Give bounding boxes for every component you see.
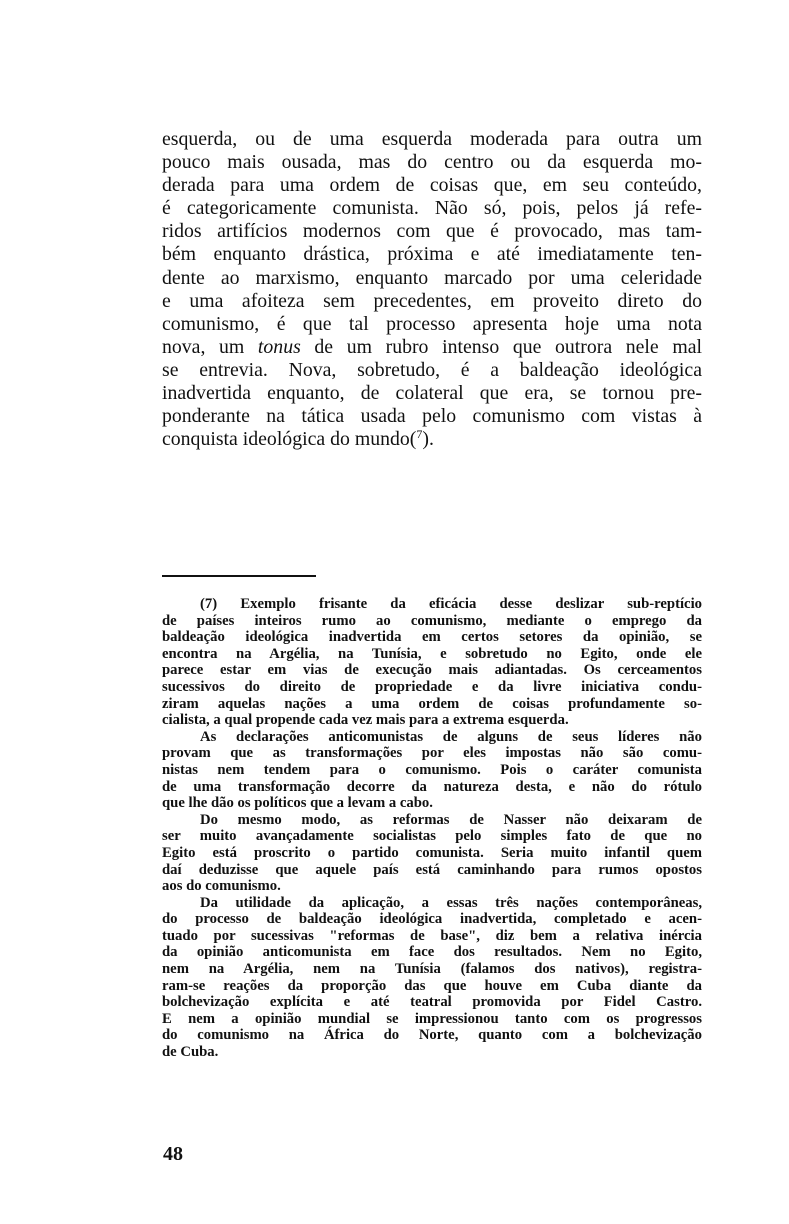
text-line: e uma afoiteza sem precedentes, em proveito direto do — [162, 289, 702, 312]
footnote-divider — [162, 575, 316, 577]
text-line: ridos artifícios modernos com que é provocado, mas tam- — [162, 220, 702, 243]
footnote-line: nem na Argélia, nem na Tunísia (falamos dos nativos), registra- — [162, 961, 702, 978]
italic-word: tonus — [257, 335, 301, 358]
text-line: inadvertida enquanto, de colateral que era, se tornou pre- — [162, 382, 702, 405]
text-line: pouco mais ousada, mas do centro ou da esquerda mo- — [162, 151, 702, 174]
text-segment: de um rubro intenso que outrora nele mal — [300, 335, 702, 358]
text-line: dente ao marxismo, enquanto marcado por uma celeridade — [162, 266, 702, 289]
footnote-line: que lhe dão os políticos que a levam a cabo. — [162, 795, 433, 812]
footnote-line: (7) Exemplo frisante da eficácia desse deslizar sub-reptício — [200, 596, 702, 612]
footnote-line: do processo de baldeação ideológica inadvertida, completado e acen- — [162, 911, 702, 928]
text-line: esquerda, ou de uma esquerda moderada para outra um — [162, 128, 702, 150]
footnote-line: Egito está proscrito o partido comunista. Seria muito infantil quem — [162, 844, 702, 861]
footnote-line: do comunismo na África do Norte, quanto com a bolchevização — [162, 1027, 702, 1044]
footnote-line: encontra na Argélia, na Tunísia, e sobretudo no Egito, onde ele — [162, 645, 702, 662]
footnote-line: ser muito avançadamente socialistas pelo simples fato de que no — [162, 828, 702, 845]
footnote-line: de uma transformação decorre da natureza desta, e não do rótulo — [162, 778, 702, 795]
text-line-last — [162, 428, 702, 451]
footnote-line: aos do comunismo. — [162, 878, 281, 895]
page-number: 48 — [163, 1143, 183, 1165]
footnote-line: Do mesmo modo, as reformas de Nasser não deixaram de — [200, 811, 702, 828]
footnote-line: daí deduzisse que aquele país está caminhando para rumos opostos — [162, 861, 702, 878]
text-line: ponderante na tática usada pelo comunismo com vistas à — [162, 405, 702, 428]
text-segment: nova, um — [162, 335, 245, 358]
footnote-line: da opinião anticomunista em face dos resultados. Nem no Egito, — [162, 944, 702, 961]
footnote-line: parece estar em vias de execução mais adiantadas. Os cerceamentos — [162, 662, 702, 679]
footnote-line: ram-se reações da proporção das que houve em Cuba diante da — [162, 977, 702, 994]
body-text — [162, 128, 702, 451]
footnote-line: cialista, a qual propende cada vez mais para a extrema esquerda. — [162, 712, 569, 729]
footnote-line: de Cuba. — [162, 1044, 219, 1061]
text-line: derada para uma ordem de coisas que, em seu conteúdo, — [162, 174, 702, 197]
footnote-line: bolchevização explícita e até teatral promovida por Fidel Castro. — [162, 994, 702, 1011]
footnote-line: tuado por sucessivas "reformas de base", diz bem a relativa inércia — [162, 927, 702, 944]
text-segment: conquista ideológica do mundo( — [162, 428, 417, 451]
text-line: é categoricamente comunista. Não só, pois, pelos já refe- — [162, 197, 702, 220]
footnote-line: As declarações anticomunistas de alguns de seus líderes não — [200, 728, 702, 745]
footnote-line: E nem a opinião mundial se impressionou tanto com os progressos — [162, 1010, 702, 1027]
text-line: comunismo, é que tal processo apresenta hoje uma nota — [162, 312, 702, 335]
text-line: bém enquanto drástica, próxima e até imediatamente ten- — [162, 243, 702, 266]
footnote-ref: 7 — [416, 427, 423, 442]
footnote-line: ziram aquelas nações a uma ordem de coisas profundamente so- — [162, 695, 702, 712]
footnote-line: de países inteiros rumo ao comunismo, mediante o emprego da — [162, 612, 702, 629]
footnote-line: Da utilidade da aplicação, a essas três nações contemporâneas, — [200, 894, 702, 911]
footnote — [162, 596, 702, 1061]
text-line: se entrevia. Nova, sobretudo, é a baldeação ideológica — [162, 358, 702, 381]
text-line-tonus — [162, 336, 702, 359]
footnote-line: baldeação ideológica inadvertida em certos setores da opinião, se — [162, 629, 702, 646]
footnote-line: sucessivos do direito de propriedade e da livre iniciativa condu- — [162, 678, 702, 695]
text-segment: ). — [422, 428, 434, 451]
footnote-line: nistas nem tendem para o comunismo. Pois o caráter comunista — [162, 761, 702, 778]
footnote-line: provam que as transformações por eles impostas não são comu- — [162, 745, 702, 762]
